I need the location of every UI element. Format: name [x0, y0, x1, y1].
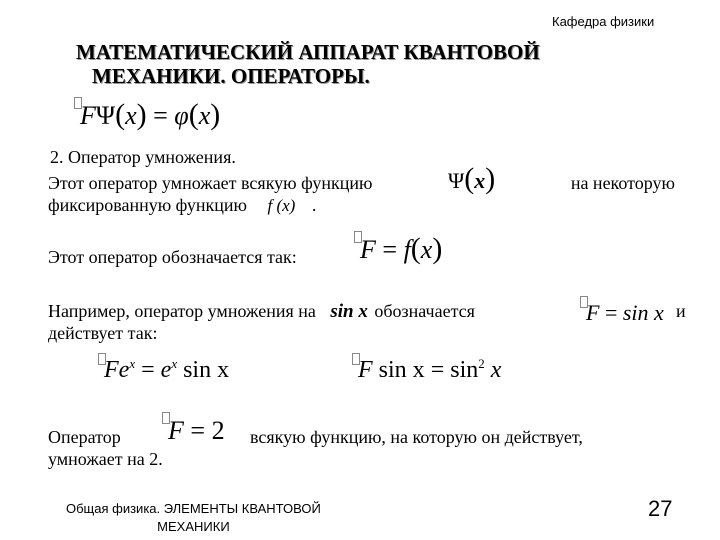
para3-mid: обозначается [374, 301, 475, 321]
title-line-1: МАТЕМАТИЧЕСКИЙ АППАРАТ КВАНТОВОЙ [76, 40, 540, 64]
footer-course-title [66, 500, 321, 536]
equals-sign: = [190, 416, 206, 445]
equals-sign: = [604, 300, 618, 325]
period: . [311, 195, 317, 215]
operator-symbol: F [104, 357, 119, 383]
sin-term: sin x [378, 357, 425, 383]
sin-inline: sin x [330, 301, 368, 322]
equals-sign: = [141, 357, 155, 383]
phi-symbol: φ [174, 101, 189, 130]
psi-symbol: Ψ [95, 101, 116, 130]
fx-inline: f (x) [267, 196, 296, 215]
department-label: Кафедра физики [552, 14, 655, 29]
footer-line-1: Общая физика. ЭЛЕМЕНТЫ КВАНТОВОЙ [66, 501, 321, 516]
paragraph-1-line-1 [48, 162, 675, 195]
formula-arg: x [490, 357, 502, 383]
para4-end: всякую функцию, на которую он действует, [250, 427, 583, 447]
formula-multiplication-def: F = f(x) [360, 232, 443, 265]
section-heading: 2. Оператор умножения. [50, 147, 236, 167]
para4-line2: умножает на 2. [48, 449, 163, 469]
operator-symbol: F [586, 300, 600, 325]
paragraph-3 [48, 300, 475, 323]
formula-arg: x [198, 101, 211, 130]
page-number: 27 [648, 496, 673, 521]
sin-term: sin x [183, 357, 230, 383]
slide-title [76, 40, 540, 88]
para3-line2: действует так: [48, 323, 158, 343]
psi-inline: Ψ(x) [448, 162, 496, 195]
formula-const-example [168, 416, 225, 446]
title-line-2: МЕХАНИКИ. ОПЕРАТОРЫ. [92, 64, 370, 88]
para4-start: Оператор [48, 427, 121, 447]
formula-general: FΨ(x) = φ(x) [80, 98, 221, 131]
exp-base: e [160, 357, 172, 383]
paragraph-1 [48, 162, 675, 217]
equals-sign: = [153, 101, 168, 130]
exp-base: e [118, 357, 130, 383]
para1-end: на некоторую [570, 173, 675, 193]
function-symbol: f [403, 235, 411, 264]
sin-term: sin [450, 357, 479, 383]
para1-start: Этот оператор умножает всякую функцию [48, 173, 373, 193]
para1-line2: фиксированную функцию [48, 195, 247, 215]
operator-symbol: F [80, 101, 96, 130]
paragraph-1-line-2 [48, 194, 675, 217]
formula-sin-example [586, 300, 664, 326]
para3-start: Например, оператор умножения на [48, 301, 316, 321]
formula-exp-example: $Fe^x = e^x$ sin x [104, 356, 230, 383]
equals-sign: = [430, 357, 445, 383]
operator-symbol: F [360, 235, 376, 264]
paragraph-2: Этот оператор обозначается так: [48, 247, 297, 267]
operator-symbol: F [168, 416, 184, 445]
para3-end: и [676, 301, 686, 321]
formula-arg: x [125, 101, 137, 130]
formula-arg: x [420, 235, 433, 264]
const-value: 2 [211, 416, 225, 445]
formula-sin-squared-example: F $\sin x = \sin^2 x$ [358, 356, 502, 383]
sin-term: sin x [622, 300, 664, 325]
equals-sign: = [382, 235, 398, 264]
footer-line-2: МЕХАНИКИ [157, 519, 230, 534]
operator-symbol: F [358, 357, 373, 383]
